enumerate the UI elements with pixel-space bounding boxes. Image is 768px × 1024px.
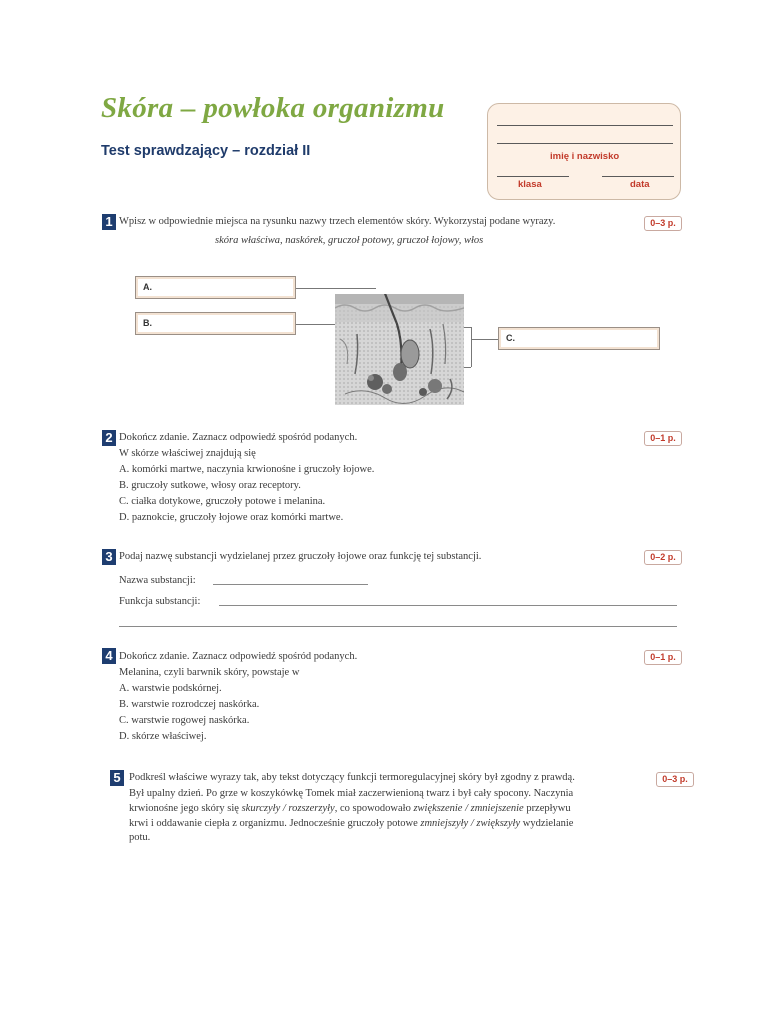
question-1-word-bank: skóra właściwa, naskórek, gruczoł potowy, gruczoł łojowy, włos: [215, 235, 484, 246]
question-3-text: Podaj nazwę substancji wydzielanej przez gruczoły łojowe oraz funkcję tej substancji.: [119, 551, 482, 562]
q5-text-segment: krwionośne jego skóry się: [129, 803, 242, 814]
question-4-option-b[interactable]: B. warstwie rozrodczej naskórka.: [119, 699, 260, 710]
question-2-number: 2: [102, 430, 116, 446]
q5-text-segment: , co spowodowało: [334, 803, 414, 814]
question-4-option-c[interactable]: C. warstwie rogowej naskórka.: [119, 715, 250, 726]
label-box-a[interactable]: A.: [135, 276, 296, 299]
question-4-lead: Melanina, czyli barwnik skóry, powstaje w: [119, 667, 300, 678]
name-label: imię i nazwisko: [550, 151, 620, 162]
question-5-points: 0–3 p.: [656, 772, 694, 787]
question-1-text: Wpisz w odpowiednie miejsca na rysunku nazwy trzech elementów skóry. Wykorzystaj podane wyrazy.: [119, 216, 556, 227]
question-1-number: 1: [102, 214, 116, 230]
question-3-answer-line-3[interactable]: [119, 626, 677, 627]
question-5-paragraph-line-4: potu.: [129, 832, 151, 843]
question-5-number: 5: [110, 770, 124, 786]
question-2-option-c[interactable]: C. ciałka dotykowe, gruczoły potowe i melanina.: [119, 496, 326, 507]
q5-choice-vessels[interactable]: skurczyły / rozszerzyły: [241, 803, 335, 814]
question-2-option-d[interactable]: D. paznokcie, gruczoły łojowe oraz komórki martwe.: [119, 512, 344, 523]
class-line[interactable]: [497, 176, 569, 177]
question-4-number: 4: [102, 648, 116, 664]
q5-text-segment: przepływu: [523, 803, 571, 814]
bracket-top-c: [463, 327, 471, 328]
label-box-b[interactable]: B.: [135, 312, 296, 335]
question-2-points: 0–1 p.: [644, 431, 682, 446]
bracket-bottom-c: [463, 367, 471, 368]
page-subtitle: Test sprawdzający – rozdział II: [101, 143, 311, 159]
question-5-paragraph-line-3: [129, 816, 573, 833]
name-line-2[interactable]: [497, 143, 673, 144]
name-line-1[interactable]: [497, 125, 673, 126]
page-title: Skóra – powłoka organizmu: [101, 92, 445, 124]
student-info-box: [487, 103, 681, 200]
label-box-c[interactable]: C.: [498, 327, 660, 350]
question-3-field-2-label: Funkcja substancji:: [119, 596, 201, 607]
question-3-points: 0–2 p.: [644, 550, 682, 565]
question-2-lead: W skórze właściwej znajdują się: [119, 448, 256, 459]
question-2-option-a[interactable]: A. komórki martwe, naczynia krwionośne i gruczoły łojowe.: [119, 464, 375, 475]
question-5-paragraph-line-1: Był upalny dzień. Po grze w koszykówkę Tomek miał zaczerwienioną twarz i był cały spocony. Naczynia: [129, 788, 574, 799]
question-3-answer-line-2[interactable]: [219, 605, 677, 606]
class-label: klasa: [518, 179, 542, 190]
question-3-answer-line-1[interactable]: [213, 584, 368, 585]
question-4-text: Dokończ zdanie. Zaznacz odpowiedź spośród podanych.: [119, 651, 358, 662]
q5-text-segment: wydzielanie: [520, 818, 574, 829]
question-3-field-1-label: Nazwa substancji:: [119, 575, 196, 586]
question-1-points: 0–3 p.: [644, 216, 682, 231]
q5-text-segment: krwi i oddawanie ciepła z organizmu. Jednocześnie gruczoły potowe: [129, 818, 421, 829]
question-2-text: Dokończ zdanie. Zaznacz odpowiedź spośród podanych.: [119, 432, 358, 443]
q5-choice-flow[interactable]: zwiększenie / zmniejszenie: [413, 803, 524, 814]
question-2-option-b[interactable]: B. gruczoły sutkowe, włosy oraz receptory.: [119, 480, 301, 491]
question-4-option-a[interactable]: A. warstwie podskórnej.: [119, 683, 222, 694]
question-4-option-d[interactable]: D. skórze właściwej.: [119, 731, 207, 742]
pointer-line-a: [296, 288, 376, 289]
question-3-number: 3: [102, 549, 116, 565]
question-5-text: Podkreśl właściwe wyrazy tak, aby tekst dotyczący funkcji termoregulacyjnej skóry był zgodny z prawdą.: [129, 772, 575, 783]
date-line[interactable]: [602, 176, 674, 177]
pointer-line-c: [471, 339, 498, 340]
date-label: data: [630, 179, 650, 190]
skin-cross-section-illustration: [335, 294, 464, 405]
q5-choice-sweat[interactable]: zmniejszyły / zwiększyły: [420, 818, 521, 829]
bracket-line-c: [471, 327, 472, 367]
question-4-points: 0–1 p.: [644, 650, 682, 665]
